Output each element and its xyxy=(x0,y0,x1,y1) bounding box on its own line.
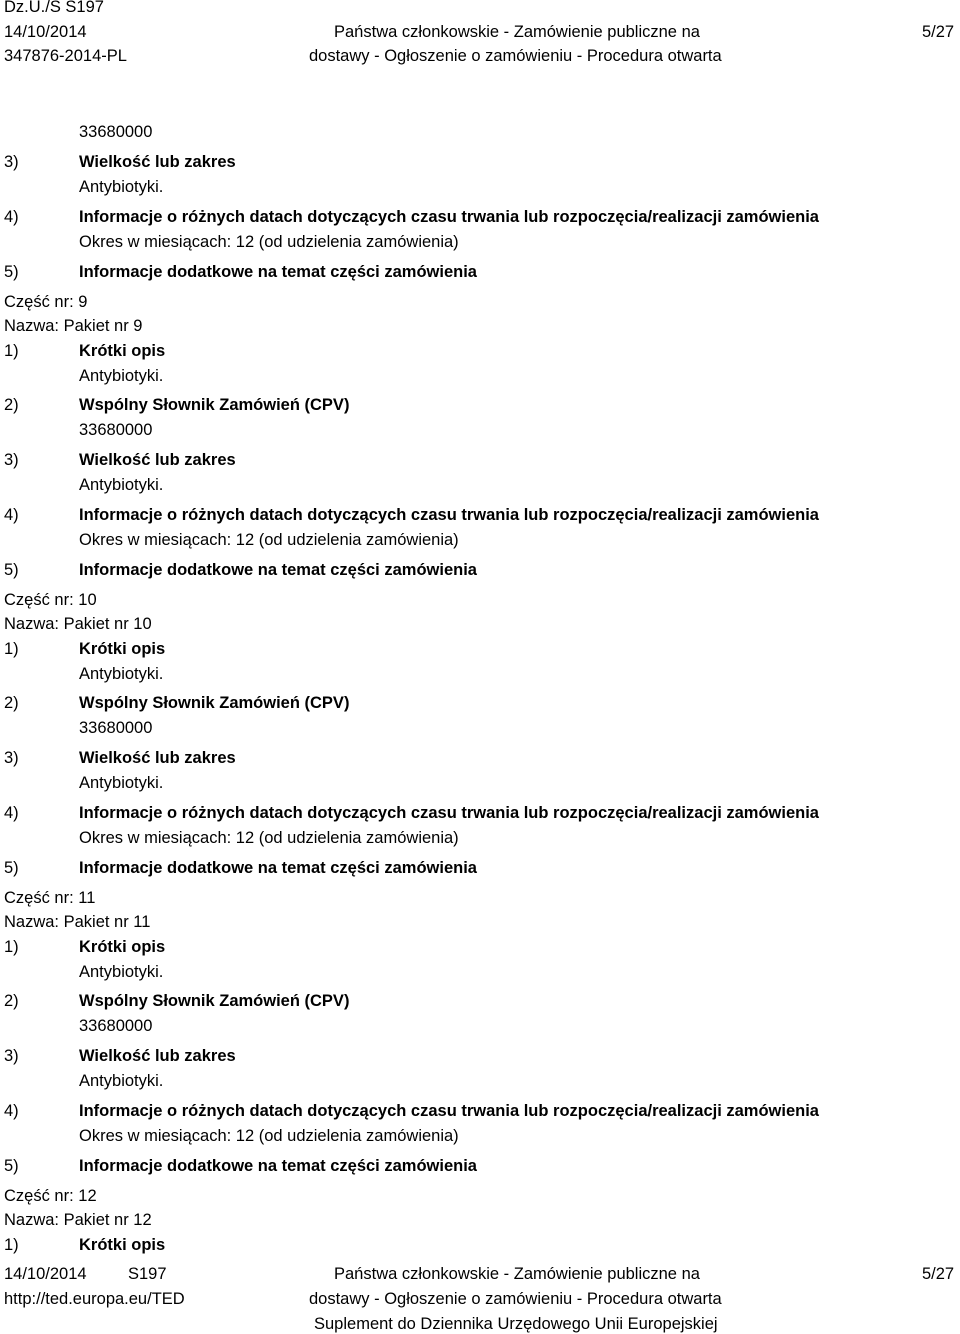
scope-heading: Wielkość lub zakres xyxy=(79,1047,236,1065)
cpv-heading: Wspólny Słownik Zamówień (CPV) xyxy=(79,396,350,414)
item-number: 4) xyxy=(4,1102,19,1120)
dates-heading: Informacje o różnych datach dotyczących czasu trwania lub rozpoczęcia/realizacji zamówienia xyxy=(79,804,819,822)
additional-info-heading: Informacje dodatkowe na temat części zamówienia xyxy=(79,263,477,281)
item-number: 4) xyxy=(4,506,19,524)
footer-page-number: 5/27 xyxy=(922,1265,955,1283)
item-number: 3) xyxy=(4,749,19,767)
item-number: 4) xyxy=(4,804,19,822)
scope-value: Antybiotyki. xyxy=(79,1072,164,1090)
lot-number: Część nr: 12 xyxy=(4,1187,97,1205)
scope-value: Antybiotyki. xyxy=(79,178,164,196)
dates-heading: Informacje o różnych datach dotyczących czasu trwania lub rozpoczęcia/realizacji zamówienia xyxy=(79,208,819,226)
item-number: 3) xyxy=(4,153,19,171)
additional-info-heading: Informacje dodatkowe na temat części zamówienia xyxy=(79,561,477,579)
footer-title-line3: Suplement do Dziennika Urzędowego Unii Europejskiej xyxy=(314,1315,718,1333)
item-number: 3) xyxy=(4,1047,19,1065)
lot-number: Część nr: 10 xyxy=(4,591,97,609)
item-number: 5) xyxy=(4,1157,19,1175)
footer-url-link[interactable]: http://ted.europa.eu/TED xyxy=(4,1290,185,1308)
header-title-line1: Państwa członkowskie - Zamówienie publiczne na xyxy=(334,23,700,41)
item-number: 4) xyxy=(4,208,19,226)
item-number: 2) xyxy=(4,992,19,1010)
item-number: 1) xyxy=(4,640,19,658)
item-number: 5) xyxy=(4,859,19,877)
short-description-heading: Krótki opis xyxy=(79,342,166,360)
scope-heading: Wielkość lub zakres xyxy=(79,749,236,767)
cpv-heading: Wspólny Słownik Zamówień (CPV) xyxy=(79,694,350,712)
header-page-number: 5/27 xyxy=(922,23,955,41)
item-number: 1) xyxy=(4,342,19,360)
header-title-line2: dostawy - Ogłoszenie o zamówieniu - Procedura otwarta xyxy=(309,47,722,65)
dates-heading: Informacje o różnych datach dotyczących czasu trwania lub rozpoczęcia/realizacji zamówienia xyxy=(79,506,819,524)
cpv-code: 33680000 xyxy=(79,123,153,141)
dates-value: Okres w miesiącach: 12 (od udzielenia zamówienia) xyxy=(79,829,459,847)
lot-name: Nazwa: Pakiet nr 12 xyxy=(4,1211,152,1229)
item-number: 2) xyxy=(4,694,19,712)
dates-heading: Informacje o różnych datach dotyczących czasu trwania lub rozpoczęcia/realizacji zamówienia xyxy=(79,1102,819,1120)
scope-value: Antybiotyki. xyxy=(79,476,164,494)
item-number: 3) xyxy=(4,451,19,469)
item-number: 5) xyxy=(4,561,19,579)
cpv-code: 33680000 xyxy=(79,1017,153,1035)
short-description-value: Antybiotyki. xyxy=(79,367,164,385)
dates-value: Okres w miesiącach: 12 (od udzielenia zamówienia) xyxy=(79,233,459,251)
footer-title-line1: Państwa członkowskie - Zamówienie publiczne na xyxy=(334,1265,700,1283)
short-description-heading: Krótki opis xyxy=(79,1236,166,1254)
lot-name: Nazwa: Pakiet nr 10 xyxy=(4,615,152,633)
notice-id: 347876-2014-PL xyxy=(4,47,127,65)
lot-number: Część nr: 9 xyxy=(4,293,88,311)
item-number: 5) xyxy=(4,263,19,281)
short-description-heading: Krótki opis xyxy=(79,640,166,658)
journal-reference: Dz.U./S S197 xyxy=(4,0,104,16)
cpv-heading: Wspólny Słownik Zamówień (CPV) xyxy=(79,992,350,1010)
footer-issue: S197 xyxy=(128,1265,167,1283)
scope-value: Antybiotyki. xyxy=(79,774,164,792)
cpv-code: 33680000 xyxy=(79,719,153,737)
footer-title-line2: dostawy - Ogłoszenie o zamówieniu - Procedura otwarta xyxy=(309,1290,722,1308)
short-description-value: Antybiotyki. xyxy=(79,665,164,683)
additional-info-heading: Informacje dodatkowe na temat części zamówienia xyxy=(79,859,477,877)
lot-name: Nazwa: Pakiet nr 9 xyxy=(4,317,143,335)
footer-date: 14/10/2014 xyxy=(4,1265,87,1283)
short-description-heading: Krótki opis xyxy=(79,938,166,956)
additional-info-heading: Informacje dodatkowe na temat części zamówienia xyxy=(79,1157,477,1175)
cpv-code: 33680000 xyxy=(79,421,153,439)
item-number: 2) xyxy=(4,396,19,414)
dates-value: Okres w miesiącach: 12 (od udzielenia zamówienia) xyxy=(79,531,459,549)
item-number: 1) xyxy=(4,1236,19,1254)
dates-value: Okres w miesiącach: 12 (od udzielenia zamówienia) xyxy=(79,1127,459,1145)
item-number: 1) xyxy=(4,938,19,956)
short-description-value: Antybiotyki. xyxy=(79,963,164,981)
lot-number: Część nr: 11 xyxy=(4,889,96,907)
header-date: 14/10/2014 xyxy=(4,23,87,41)
lot-name: Nazwa: Pakiet nr 11 xyxy=(4,913,151,931)
scope-heading: Wielkość lub zakres xyxy=(79,451,236,469)
scope-heading: Wielkość lub zakres xyxy=(79,153,236,171)
